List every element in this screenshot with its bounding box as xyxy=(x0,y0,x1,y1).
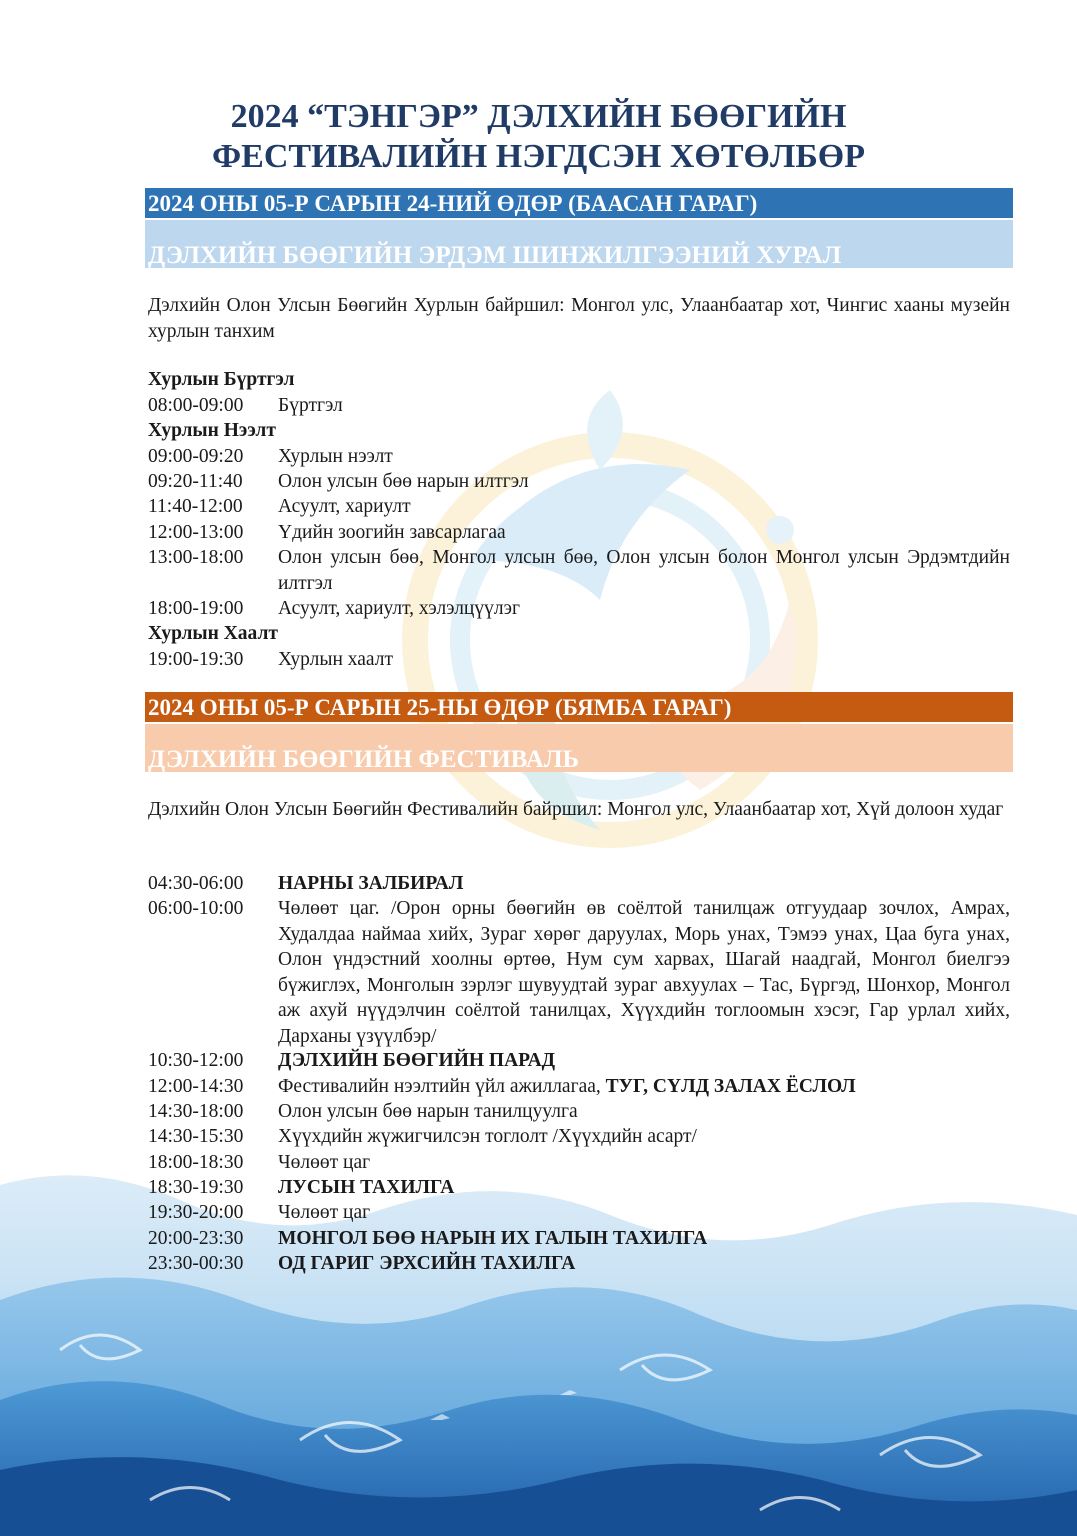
schedule-time: 10:30-12:00 xyxy=(148,1050,244,1071)
day1-date-header: 2024 ОНЫ 05-Р САРЫН 24-НИЙ ӨДӨР (БААСАН ГАРАГ) xyxy=(145,188,1013,218)
schedule-desc: Чөлөөт цаг xyxy=(278,1152,371,1173)
schedule-desc: Хурлын хаалт xyxy=(278,649,393,670)
schedule-desc: Олон улсын бөө нарын танилцуулга xyxy=(278,1101,578,1122)
schedule-time: 08:00-09:00 xyxy=(148,395,244,416)
schedule-desc: Үдийн зоогийн завсарлагаа xyxy=(278,522,506,543)
schedule-desc: Асуулт, хариулт xyxy=(278,496,411,517)
schedule-time: 23:30-00:30 xyxy=(148,1253,244,1274)
schedule-desc: Бүртгэл xyxy=(278,395,343,416)
day2-event-title: ДЭЛХИЙН БӨӨГИЙН ФЕСТИВАЛЬ xyxy=(145,724,1013,772)
schedule-time: 18:00-18:30 xyxy=(148,1152,244,1173)
day2-date-header: 2024 ОНЫ 05-Р САРЫН 25-НЫ ӨДӨР (БЯМБА ГАРАГ) xyxy=(145,692,1013,722)
schedule-time: 14:30-18:00 xyxy=(148,1101,244,1122)
schedule-time: 11:40-12:00 xyxy=(148,496,243,517)
schedule-desc xyxy=(278,1074,1010,1100)
schedule-desc-plain: Фестивалийн нээлтийн үйл ажиллагаа, xyxy=(278,1076,606,1097)
day1-registration-heading: Хурлын Бүртгэл xyxy=(148,369,295,390)
schedule-desc: Асуулт, хариулт, хэлэлцүүлэг xyxy=(278,598,520,619)
day1-event-title: ДЭЛХИЙН БӨӨГИЙН ЭРДЭМ ШИНЖИЛГЭЭНИЙ ХУРАЛ xyxy=(145,220,1013,268)
schedule-desc: ОД ГАРИГ ЭРХСИЙН ТАХИЛГА xyxy=(278,1253,576,1274)
schedule-desc: Чөлөөт цаг xyxy=(278,1202,371,1223)
document-title-line2: ФЕСТИВАЛИЙН НЭГДСЭН ХӨТӨЛБӨР xyxy=(211,138,866,175)
schedule-time: 12:00-13:00 xyxy=(148,522,244,543)
day2-location: Дэлхийн Олон Улсын Бөөгийн Фестивалийн байршил: Монгол улс, Улаанбаатар хот, Хүй долоон худаг xyxy=(148,799,1004,820)
schedule-time: 09:20-11:40 xyxy=(148,471,243,492)
schedule-time: 09:00-09:20 xyxy=(148,446,244,467)
day1-opening-heading: Хурлын Нээлт xyxy=(148,420,276,441)
schedule-desc: Олон улсын бөө нарын илтгэл xyxy=(278,471,529,492)
schedule-desc: Хүүхдийн жүжигчилсэн тоглолт /Хүүхдийн асарт/ xyxy=(278,1126,697,1147)
schedule-desc: МОНГОЛ БӨӨ НАРЫН ИХ ГАЛЫН ТАХИЛГА xyxy=(278,1228,708,1249)
schedule-desc-bold: ТУГ, СҮЛД ЗАЛАХ ЁСЛОЛ xyxy=(605,1076,856,1097)
schedule-time: 04:30-06:00 xyxy=(148,873,244,894)
schedule-desc: Чөлөөт цаг. /Орон орны бөөгийн өв соёлтой танилцаж отгуудаар зочлох, Амрах, Худалдаа наймаа хийх, Зураг хөрөг даруулах, Морь унах, Тэмээ унах, Цаа буга унах, Олон үндэстний хоолны өртөө, Нум сум харвах, Шагай наадгай, Монгол биелгээ бүжиглэх, Монголын зэрлэг шувуудтай зураг авхуулах – Тас, Бүргэд, Шонхор, Монгол аж ахуй нүүдэлчин соёлтой танилцах, Хүүхдийн тоглоомын хэсэг, Гар урлал хийх, Дарханы үзүүлбэр/ xyxy=(278,898,1010,1047)
schedule-desc: Хурлын нээлт xyxy=(278,446,393,467)
schedule-time: 06:00-10:00 xyxy=(148,898,244,919)
schedule-desc: ДЭЛХИЙН БӨӨГИЙН ПАРАД xyxy=(278,1050,556,1071)
schedule-time: 18:30-19:30 xyxy=(148,1177,244,1198)
schedule-time: 12:00-14:30 xyxy=(148,1076,244,1097)
day1-closing-heading: Хурлын Хаалт xyxy=(148,623,278,644)
schedule-desc: ЛУСЫН ТАХИЛГА xyxy=(278,1177,455,1198)
schedule-time: 19:30-20:00 xyxy=(148,1202,244,1223)
schedule-time: 20:00-23:30 xyxy=(148,1228,244,1249)
schedule-time: 13:00-18:00 xyxy=(148,547,244,568)
schedule-desc: Олон улсын бөө, Монгол улсын бөө, Олон улсын болон Монгол улсын Эрдэмтдийн илтгэл xyxy=(278,547,1010,594)
day1-location: Дэлхийн Олон Улсын Бөөгийн Хурлын байршил: Монгол улс, Улаанбаатар хот, Чингис хааны музейн хурлын танхим xyxy=(148,295,1010,342)
schedule-time: 18:00-19:00 xyxy=(148,598,244,619)
schedule-desc: НАРНЫ ЗАЛБИРАЛ xyxy=(278,873,464,894)
schedule-time: 19:00-19:30 xyxy=(148,649,244,670)
schedule-time: 14:30-15:30 xyxy=(148,1126,244,1147)
document-title-line1: 2024 “ТЭНГЭР” ДЭЛХИЙН БӨӨГИЙН xyxy=(230,98,847,135)
